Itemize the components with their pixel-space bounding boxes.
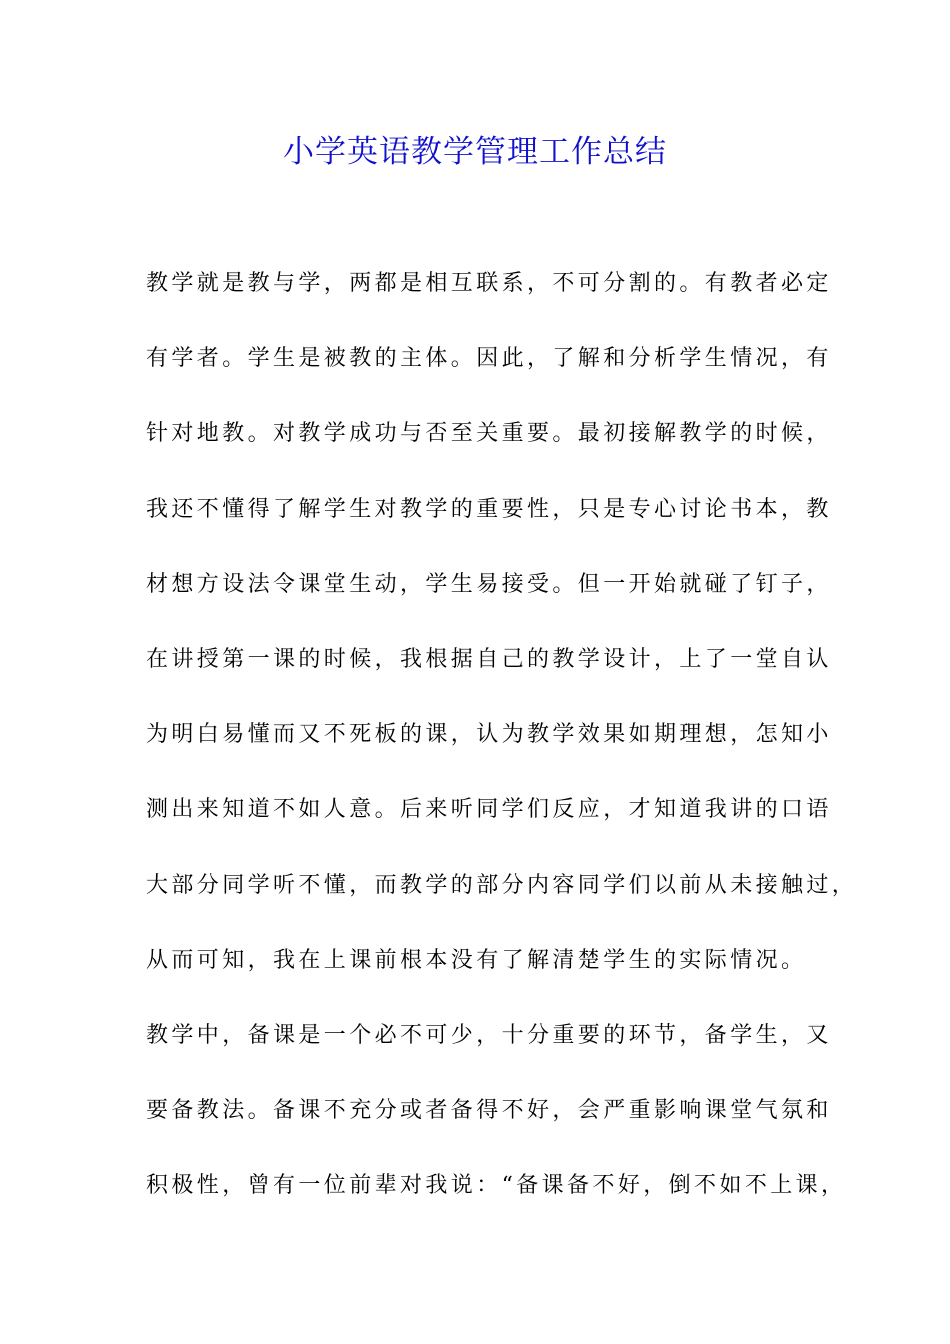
body-line-12: 要备教法。备课不充分或者备得不好，会严重影响课堂气氛和	[146, 1098, 832, 1124]
body-line-7: 为明白易懂而又不死板的课，认为教学效果如期理想，怎知小	[146, 722, 832, 748]
body-line-9: 大部分同学听不懂，而教学的部分内容同学们以前从未接触过，	[146, 872, 858, 898]
body-line-1: 教学就是教与学，两都是相互联系，不可分割的。有教者必定	[146, 271, 832, 296]
body-line-5: 材想方设法令课堂生动，学生易接受。但一开始就碰了钉子，	[146, 571, 832, 597]
body-line-4: 我还不懂得了解学生对教学的重要性，只是专心讨论书本，教	[146, 496, 832, 522]
body-line-10: 从而可知，我在上课前根本没有了解清楚学生的实际情况。	[146, 947, 807, 973]
body-line-11: 教学中，备课是一个必不可少，十分重要的环节，备学生，又	[146, 1022, 832, 1048]
document-title: 小学英语教学管理工作总结	[283, 134, 667, 170]
body-line-8: 测出来知道不如人意。后来听同学们反应，才知道我讲的口语	[146, 797, 832, 823]
body-line-3: 针对地教。对教学成功与否至关重要。最初接解教学的时候，	[146, 421, 832, 447]
body-line-2: 有学者。学生是被教的主体。因此，了解和分析学生情况，有	[146, 346, 832, 372]
body-line-6: 在讲授第一课的时候，我根据自己的教学设计，上了一堂自认	[146, 646, 832, 672]
document-body	[146, 262, 858, 1239]
body-line-13: 积极性，曾有一位前辈对我说：“备课备不好，倒不如不上课，	[146, 1173, 847, 1199]
